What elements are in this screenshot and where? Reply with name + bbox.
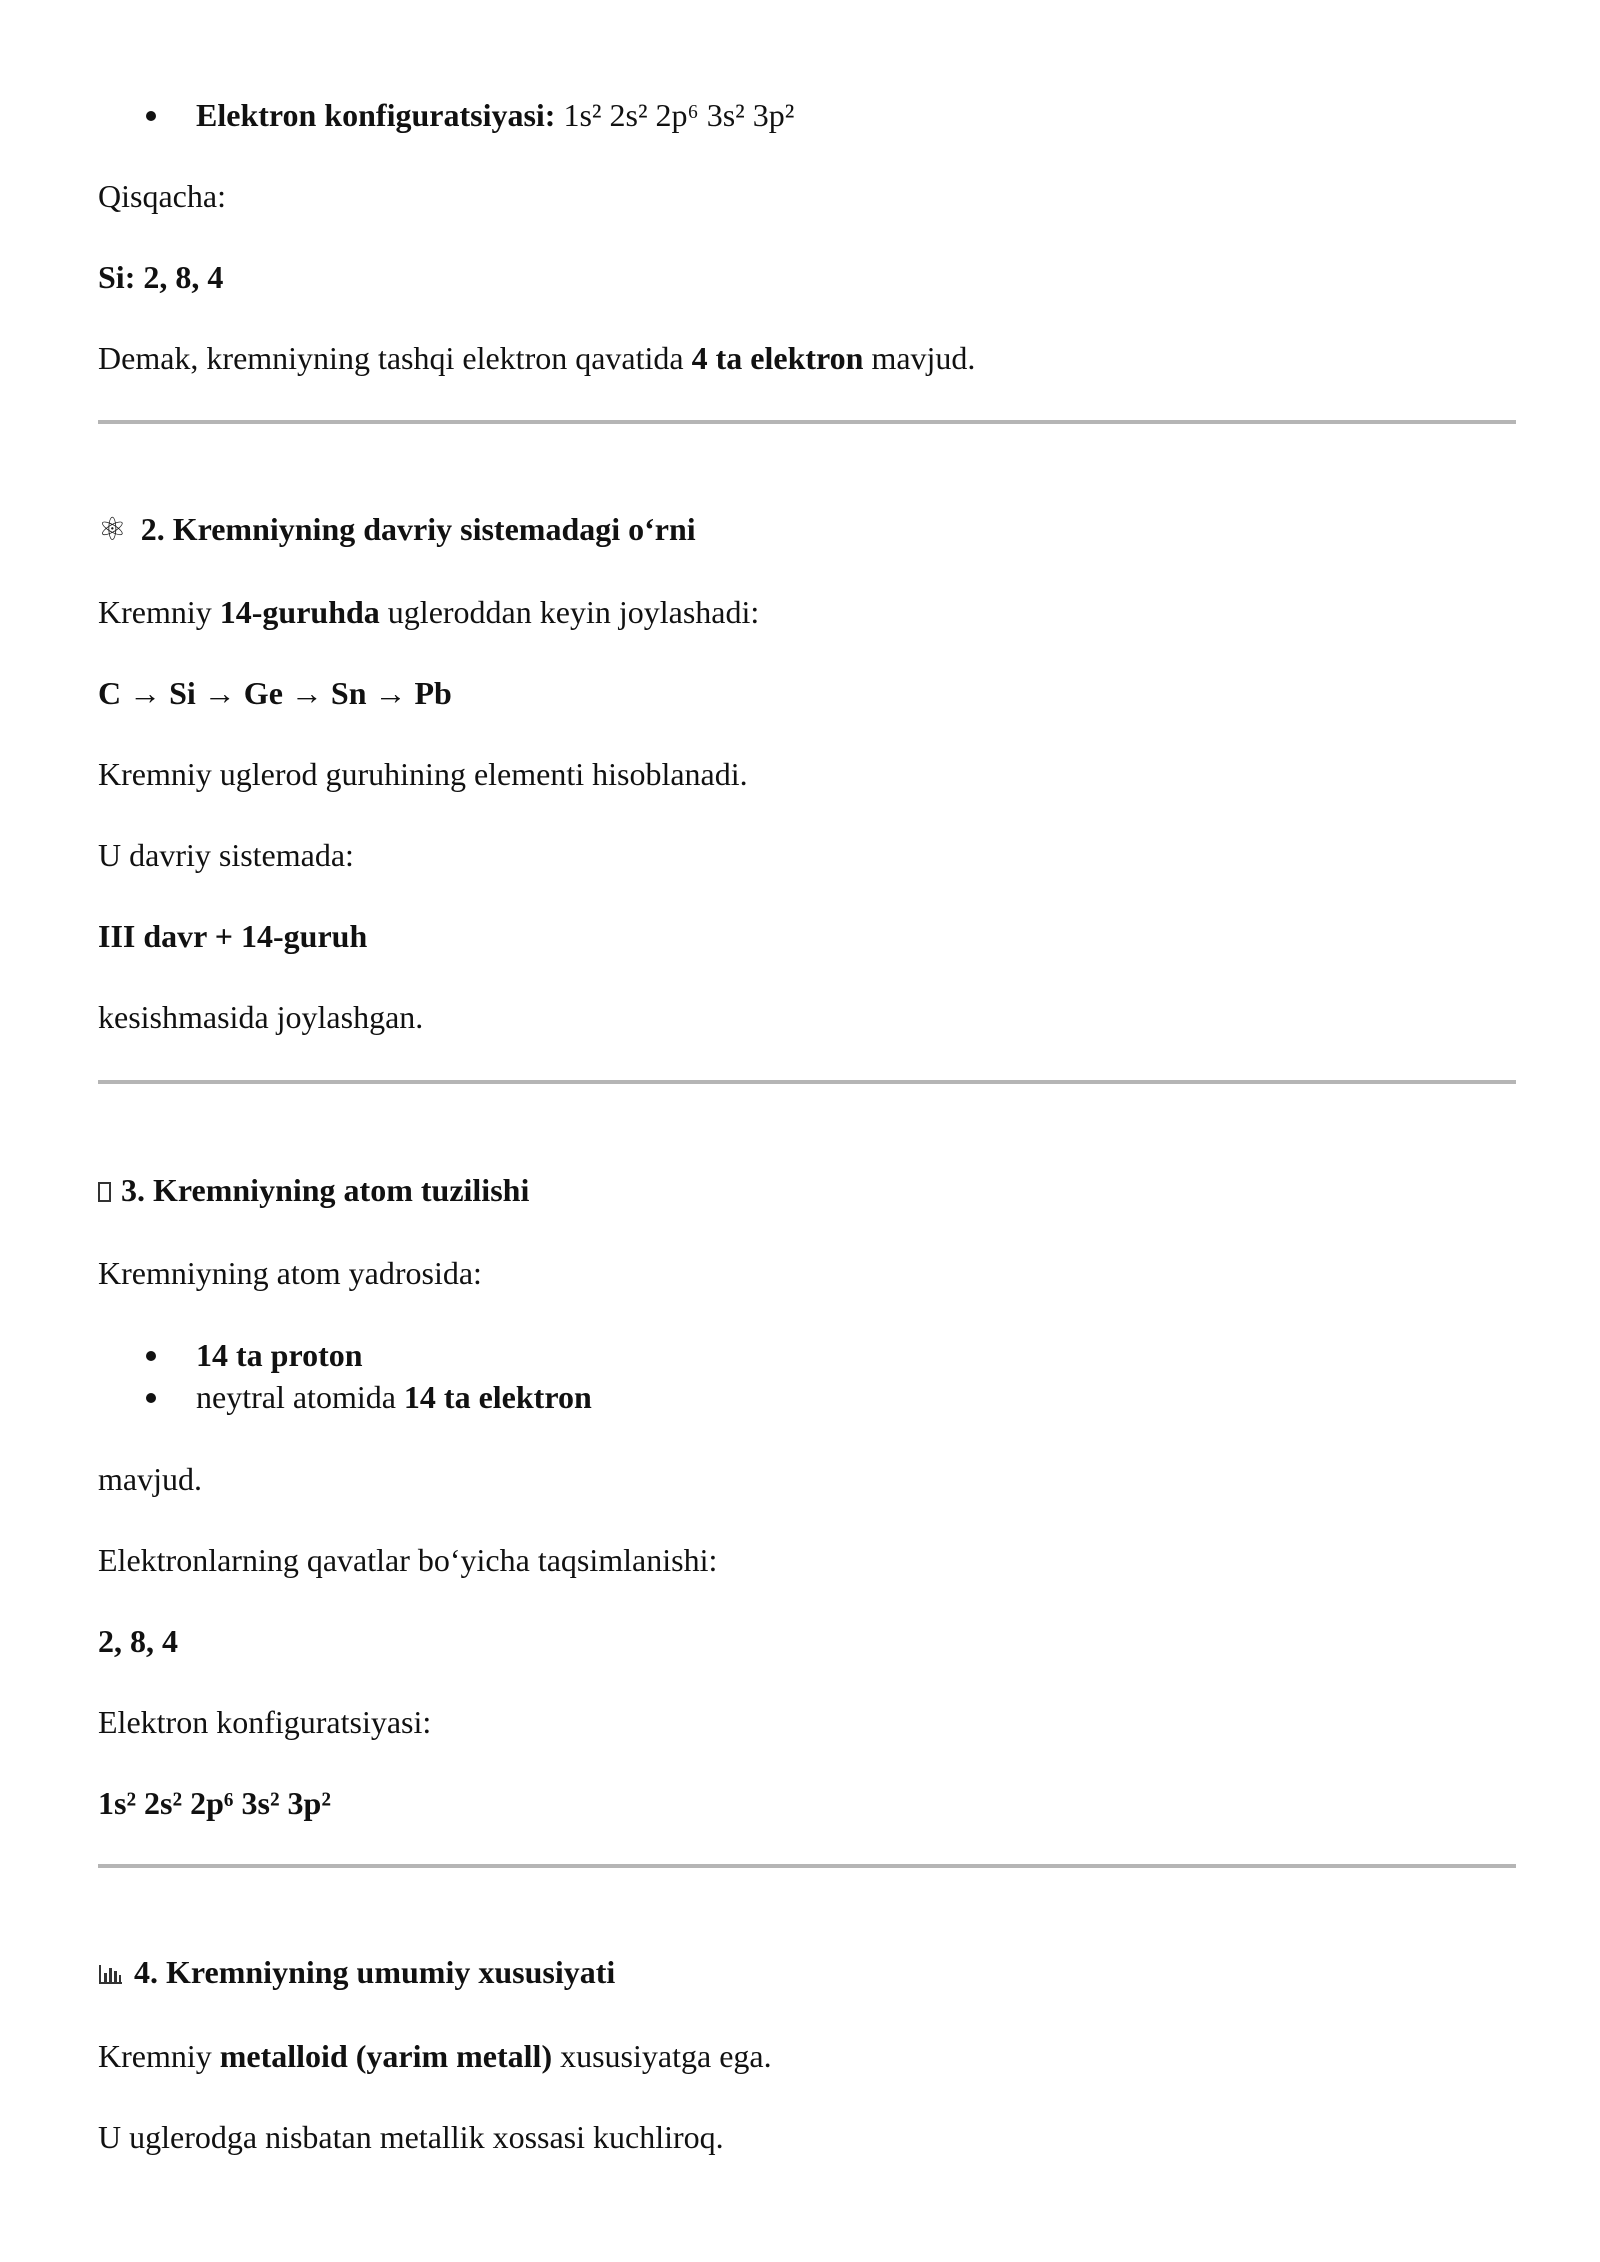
- demak-text-post: mavjud.: [863, 340, 976, 376]
- electron-text-pre: neytral atomida: [196, 1379, 404, 1415]
- section4-title: 4. Kremniyning umumiy xususiyati: [134, 1954, 616, 1990]
- bullet-dot-icon: [146, 1351, 156, 1361]
- section2-paragraph-3: U davriy sistemada:: [98, 837, 354, 873]
- section-divider: [98, 420, 1516, 424]
- electron-configuration: [98, 1783, 331, 1825]
- element-chain: [98, 673, 452, 715]
- text-span: xususiyatga ega.: [552, 2038, 772, 2074]
- group-bold: 14-guruhda: [219, 594, 380, 630]
- si-short-config-text: Si: 2, 8, 4: [98, 259, 224, 295]
- text-span: Kremniy: [98, 594, 220, 630]
- section2-paragraph-1: [98, 592, 759, 634]
- section3-paragraph-3: Elektronlarning qavatlar bo‘yicha taqsimlanishi:: [98, 1542, 718, 1578]
- section3-paragraph-2: mavjud.: [98, 1461, 202, 1497]
- text-span: Kremniy: [98, 2038, 220, 2074]
- bar-chart-icon: [98, 1963, 124, 1985]
- proton-count: 14 ta proton: [196, 1337, 363, 1373]
- section3-title: 3. Kremniyning atom tuzilishi: [121, 1172, 530, 1208]
- config-bullet-list: [98, 95, 794, 137]
- config-label: Elektron konfiguratsiyasi:: [196, 97, 556, 133]
- section2-paragraph-2: Kremniy uglerod guruhining elementi hisoblanadi.: [98, 756, 748, 792]
- period-group-text: [98, 916, 367, 958]
- electron-count: 14 ta elektron: [403, 1379, 592, 1415]
- element-chain-text: C → Si → Ge → Sn → Pb: [98, 675, 452, 711]
- atom-icon: ⚛: [98, 511, 127, 547]
- demak-text-bold: 4 ta elektron: [691, 340, 864, 376]
- section2-title: 2. Kremniyning davriy sistemadagi o‘rni: [140, 511, 696, 547]
- section-divider: [98, 1864, 1516, 1868]
- section3-paragraph-5: Elektron konfiguratsiyasi:: [98, 1704, 432, 1740]
- metalloid-bold: metalloid (yarim metall): [219, 2038, 553, 2074]
- section4-heading: [98, 1952, 615, 1994]
- section3-paragraph-1: Kremniyning atom yadrosida:: [98, 1255, 482, 1291]
- atom-bullet-list: [98, 1335, 592, 1419]
- si-short-config: [98, 257, 223, 299]
- box-icon: [98, 1182, 111, 1202]
- text-span: ugleroddan keyin joylashadi:: [379, 594, 760, 630]
- bullet-dot-icon: [146, 1393, 156, 1403]
- section2-paragraph-5: kesishmasida joylashgan.: [98, 999, 424, 1035]
- electron-configuration-bold: 1s² 2s² 2p⁶ 3s² 3p²: [98, 1785, 331, 1821]
- section4-paragraph-1: [98, 2036, 772, 2078]
- list-item: [98, 1335, 592, 1377]
- list-item: [98, 95, 794, 137]
- demak-text-pre: Demak, kremniyning tashqi elektron qavatida: [98, 340, 692, 376]
- section3-heading: [98, 1170, 529, 1212]
- list-item: [98, 1377, 592, 1419]
- section2-heading: [98, 509, 696, 551]
- config-value: 1s² 2s² 2p⁶ 3s² 3p²: [563, 97, 795, 133]
- shell-distribution-bold: 2, 8, 4: [98, 1623, 178, 1659]
- section-divider: [98, 1080, 1516, 1084]
- bullet-dot-icon: [146, 111, 156, 121]
- section4-paragraph-2: U uglerodga nisbatan metallik xossasi kuchliroq.: [98, 2119, 724, 2155]
- period-group-bold: III davr + 14-guruh: [98, 918, 368, 954]
- demak-paragraph: [98, 338, 975, 380]
- shell-distribution: [98, 1621, 178, 1663]
- qisqacha-text: Qisqacha:: [98, 178, 226, 214]
